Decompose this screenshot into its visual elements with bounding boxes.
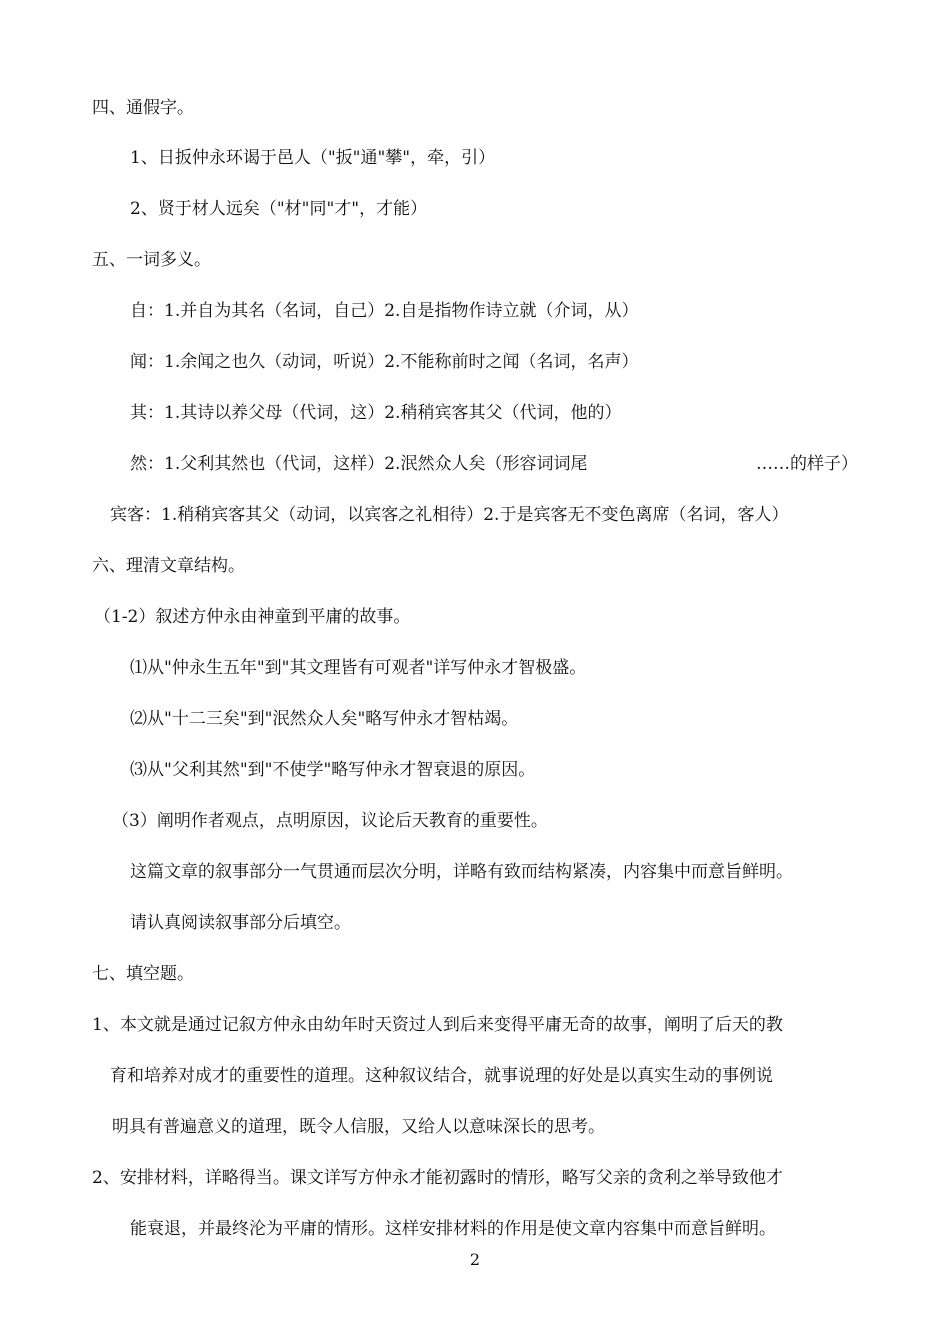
page-number: 2 xyxy=(469,1250,481,1269)
text-line: 闻：1.余闻之也久（动词，听说）2.不能称前时之闻（名词，名声） xyxy=(130,352,639,372)
text-line: 2、贤于材人远矣（"材"同"才"，才能） xyxy=(130,199,428,219)
heading-tongjiazi: 四、通假字。 xyxy=(92,98,194,118)
text-line: ⑵从"十二三矣"到"泯然众人矣"略写仲永才智枯竭。 xyxy=(130,709,519,729)
heading-jiegou: 六、理清文章结构。 xyxy=(92,556,245,576)
text-line: ⑴从"仲永生五年"到"其文理皆有可观者"详写仲永才智极盛。 xyxy=(130,658,587,678)
text-line: 宾客：1.稍稍宾客其父（动词，以宾客之礼相待）2.于是宾客无不变色离席（名词，客人） xyxy=(110,505,789,525)
text-line: 这篇文章的叙事部分一气贯通而层次分明，详略有致而结构紧凑，内容集中而意旨鲜明。 xyxy=(130,862,793,882)
heading-yiciduoyi: 五、一词多义。 xyxy=(92,250,211,270)
text-line: ⑶从"父利其然"到"不使学"略写仲永才智衰退的原因。 xyxy=(130,760,536,780)
text-line-tail: ……的样子） xyxy=(756,454,858,474)
text-line: 其：1.其诗以养父母（代词，这）2.稍稍宾客其父（代词，他的） xyxy=(130,403,622,423)
text-line: （3）阐明作者观点，点明原因，议论后天教育的重要性。 xyxy=(112,811,548,831)
text-line: 2、安排材料，详略得当。课文详写方仲永才能初露时的情形，略写父亲的贪利之举导致他才 xyxy=(92,1168,783,1188)
text-line: 1、日扳仲永环谒于邑人（"扳"通"攀"，牵，引） xyxy=(130,148,496,168)
text-line: 1、本文就是通过记叙方仲永由幼年时天资过人到后来变得平庸无奇的故事，阐明了后天的教 xyxy=(92,1015,783,1035)
heading-tiankong: 七、填空题。 xyxy=(92,964,194,984)
text-line: 能衰退，并最终沦为平庸的情形。这样安排材料的作用是使文章内容集中而意旨鲜明。 xyxy=(130,1219,776,1239)
text-line: 然：1.父利其然也（代词，这样）2.泯然众人矣（形容词词尾 xyxy=(130,454,588,474)
text-line: 自：1.并自为其名（名词，自己）2.自是指物作诗立就（介词，从） xyxy=(130,301,639,321)
text-line: （1-2）叙述方仲永由神童到平庸的故事。 xyxy=(94,607,411,627)
text-line: 育和培养对成才的重要性的道理。这种叙议结合，就事说理的好处是以真实生动的事例说 xyxy=(110,1066,773,1086)
text-line: 明具有普遍意义的道理，既令人信服，又给人以意味深长的思考。 xyxy=(112,1117,605,1137)
text-line: 请认真阅读叙事部分后填空。 xyxy=(130,913,351,933)
